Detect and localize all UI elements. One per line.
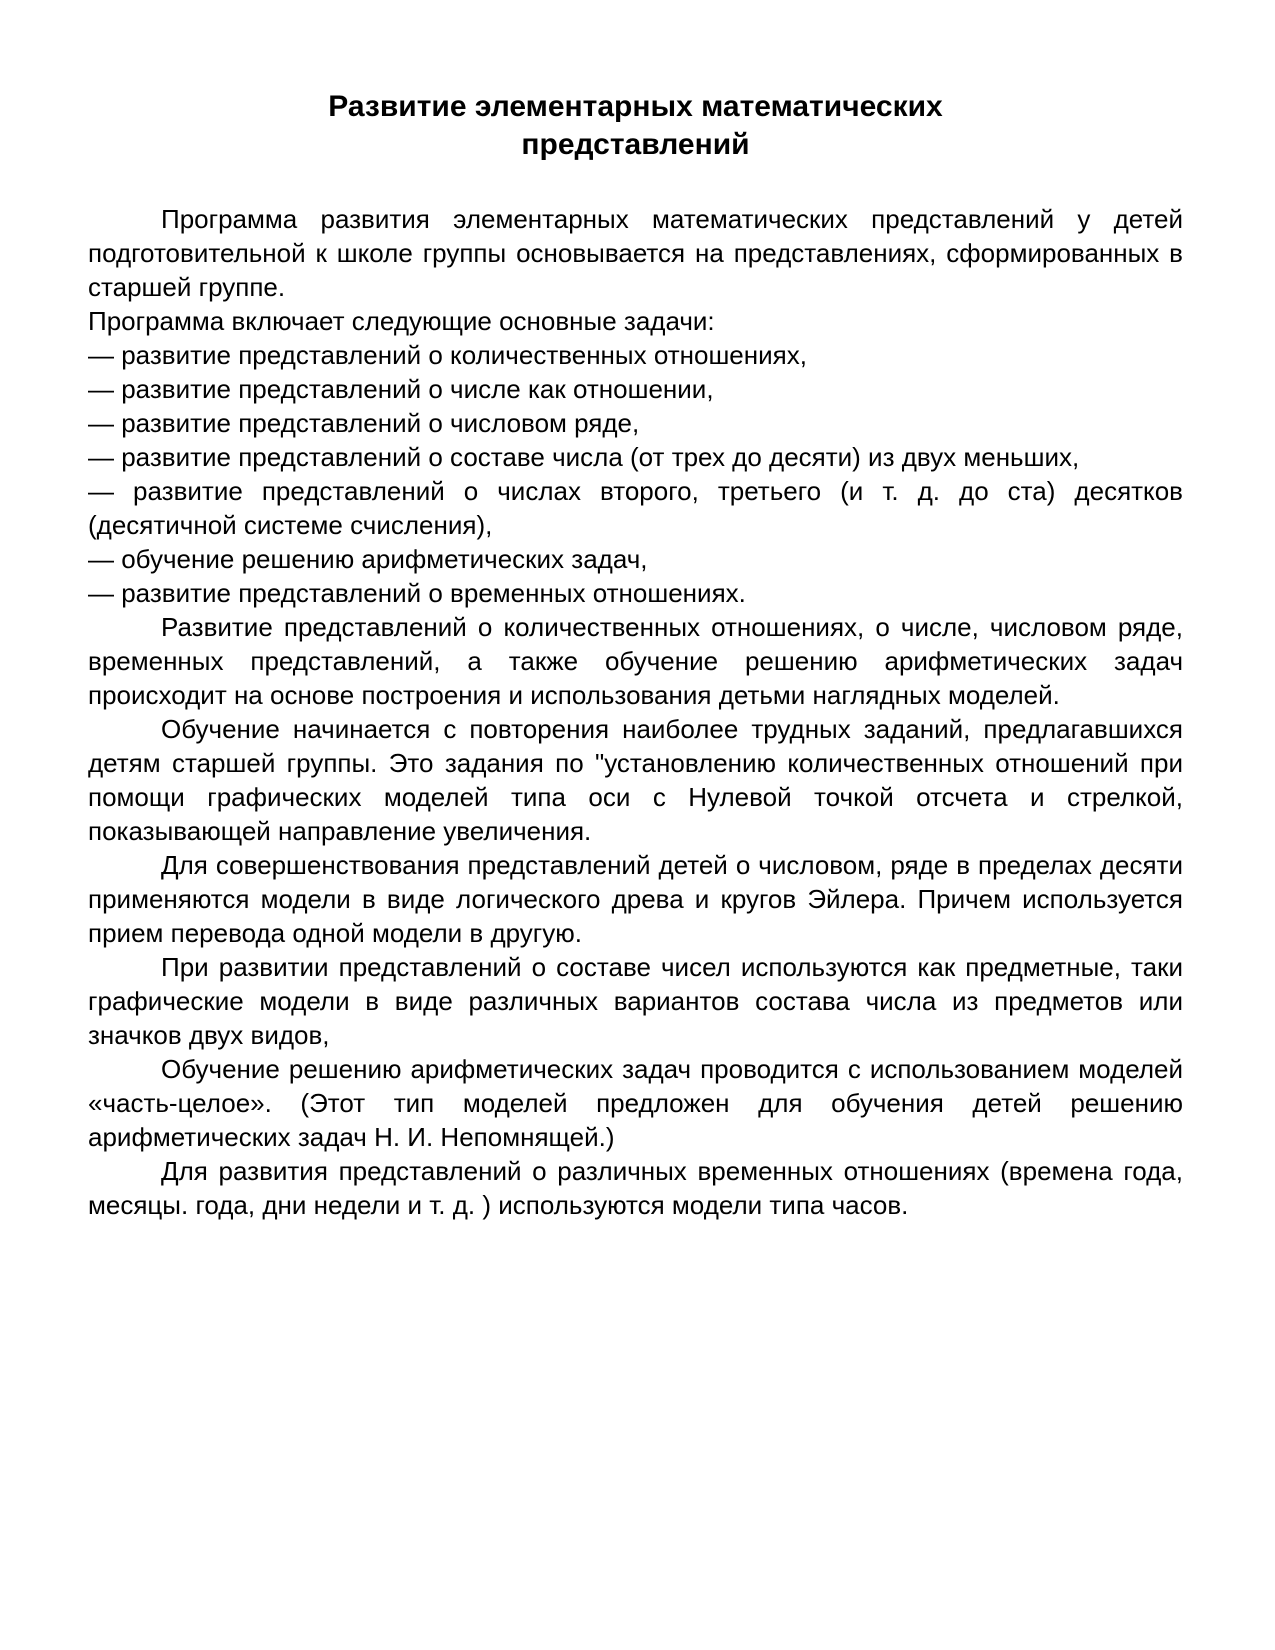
body-paragraph: Для совершенствования представлений детей о числовом, ряде в пределах десяти применяются модели в виде логического древа и кругов Эйлера. Причем используется прием перевода одной модели в другую. [88, 850, 1183, 948]
document-body [88, 202, 1183, 1222]
task-item: — обучение решению арифметических задач, [88, 544, 648, 574]
document-title [88, 88, 1183, 164]
task-item: — развитие представлений о числе как отношении, [88, 374, 714, 404]
tasks-list [88, 338, 1183, 610]
body-paragraph: Для развития представлений о различных временных отношениях (времена года, месяцы. года, дни недели и т. д. ) используются модели типа часов. [88, 1156, 1183, 1220]
task-item: — развитие представлений о количественных отношениях, [88, 340, 807, 370]
task-item: — развитие представлений о числах второго, третьего (и т. д. до ста) десятков (десятичной системе счисления), [88, 476, 1183, 540]
body-paragraph: Обучение начинается с повторения наиболее трудных заданий, предлагавшихся детям старшей группы. Это задания по "установлению количественных отношений при помощи графических моделей типа оси с Нулевой точкой отсчета и стрелкой, показывающей направление увеличения. [88, 714, 1183, 846]
body-paragraph: При развитии представлений о составе чисел используются как предметные, таки графические модели в виде различных вариантов состава числа из предметов или значков двух видов, [88, 952, 1183, 1050]
intro-paragraph: Программа развития элементарных математических представлений у детей подготовительной к школе группы основывается на представлениях, сформированных в старшей группе. [88, 204, 1183, 302]
task-item: — развитие представлений о временных отношениях. [88, 578, 746, 608]
tasks-heading: Программа включает следующие основные задачи: [88, 306, 715, 336]
document-page [88, 88, 1183, 1222]
body-paragraph: Развитие представлений о количественных отношениях, о числе, числовом ряде, временных представлений, а также обучение решению арифметических задач происходит на основе построения и использования детьми наглядных моделей. [88, 612, 1183, 710]
task-item: — развитие представлений о составе числа (от трех до десяти) из двух меньших, [88, 442, 1080, 472]
title-line-2: представлений [521, 128, 750, 161]
title-line-1: Развитие элементарных математических [328, 90, 943, 123]
task-item: — развитие представлений о числовом ряде, [88, 408, 640, 438]
body-paragraph: Обучение решению арифметических задач проводится с использованием моделей «часть-целое». (Этот тип моделей предложен для обучения детей решению арифметических задач Н. И. Непомнящей.) [88, 1054, 1183, 1152]
